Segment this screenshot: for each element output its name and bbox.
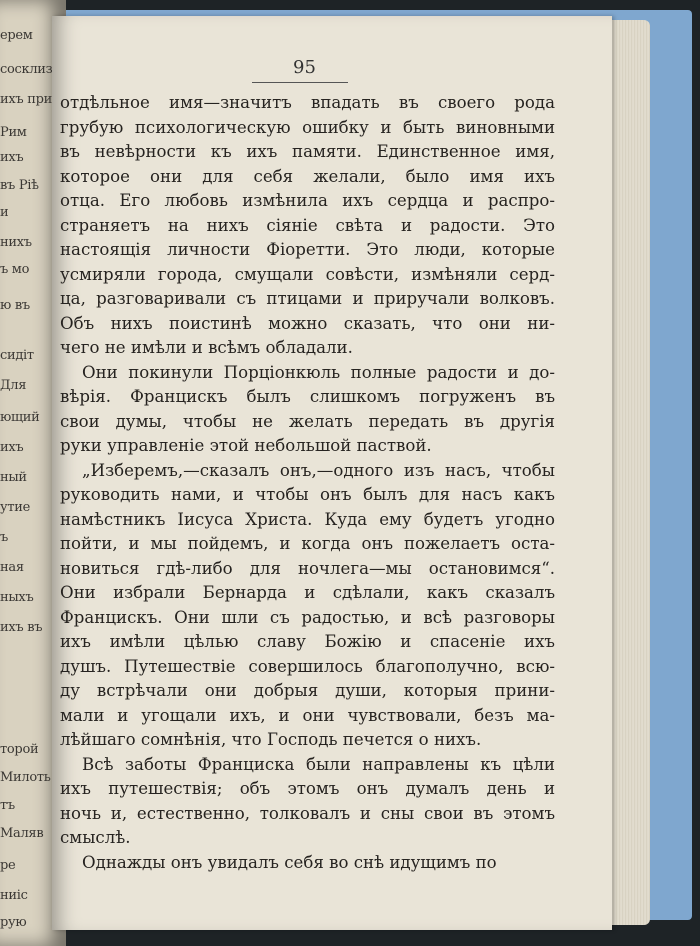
text-line: въ невѣрности къ ихъ памяти. Единственное имя, <box>60 142 555 161</box>
text-line: ца, разговаривали съ птицами и приручали волковъ. <box>60 289 555 308</box>
text-line: ихъ путешествія; объ этомъ онъ думалъ день и <box>60 779 555 798</box>
left-page-fragment: ъ <box>0 530 8 545</box>
left-page-fragment: ющий <box>0 410 40 425</box>
left-page-fragment: Рим <box>0 125 27 140</box>
left-page-fragment: ихъ въ <box>0 620 43 635</box>
left-page-fragment: ниіс <box>0 888 28 903</box>
text-line: лѣйшаго сомнѣнія, что Господь печется о нихъ. <box>60 730 482 749</box>
text-line: ду встрѣчали они добрыя души, которыя прини- <box>60 681 555 700</box>
left-page-fragment: рую <box>0 915 27 930</box>
text-line: отца. Его любовь измѣнила ихъ сердца и распро- <box>60 191 555 210</box>
text-line: ихъ имѣли цѣлью славу Божію и спасеніе ихъ <box>60 632 555 651</box>
text-line: душъ. Путешествіе совершилось благополучно, всю- <box>60 656 555 676</box>
left-page-fragment: и <box>0 205 9 220</box>
left-page-fragment: ъ мо <box>0 262 30 277</box>
left-page-fragment: сидіт <box>0 348 34 363</box>
left-page-fragment: ихъ <box>0 150 24 165</box>
page-number: 95 <box>293 57 316 78</box>
left-page-fragment: въ Ріѣ <box>0 178 39 193</box>
text-line: смыслѣ. <box>60 828 131 847</box>
left-page-fragment: ный <box>0 470 27 485</box>
left-page-fragment: ихъ <box>0 440 24 455</box>
left-page-fragment: Маляв <box>0 826 44 841</box>
left-page-fragment: тъ <box>0 798 15 813</box>
text-line: Однажды онъ увидалъ себя во снѣ идущимъ по <box>82 852 497 872</box>
text-line: Францискъ. Они шли съ радостью, и всѣ разговоры <box>60 607 555 627</box>
text-line: усмиряли города, смущали совѣсти, измѣняли серд- <box>60 264 555 284</box>
left-page-fragment: Для <box>0 378 27 393</box>
left-page-fragment: сосклиз <box>0 62 53 77</box>
paragraph <box>60 91 555 361</box>
text-line: Всѣ заботы Франциска были направлены къ цѣли <box>82 754 555 774</box>
text-line: новиться гдѣ-либо для ночлега—мы остановимся“. <box>60 558 555 578</box>
left-page-fragment: Милоть <box>0 770 51 785</box>
left-page-fragment: ерем <box>0 28 33 43</box>
right-page <box>52 16 612 930</box>
left-page-fragment: ихъ при <box>0 92 52 107</box>
text-line: ночь и, естественно, толковалъ и сны свои въ этомъ <box>60 803 555 823</box>
paragraph <box>60 851 555 876</box>
text-line: пойти, и мы пойдемъ, и когда онъ пожелаетъ оста- <box>60 534 555 553</box>
left-page-fragment: торой <box>0 742 39 757</box>
text-line: вѣрія. Францискъ былъ слишкомъ погруженъ въ <box>60 387 555 406</box>
text-line: руководить нами, и чтобы онъ былъ для насъ какъ <box>60 485 555 504</box>
text-line: отдѣльное имя—значитъ впадать въ своего рода <box>60 93 555 112</box>
left-page-fragment: утие <box>0 500 30 515</box>
body-text <box>60 91 555 875</box>
text-line: свои думы, чтобы не желать передать въ другія <box>60 411 555 431</box>
left-page-fragment: ре <box>0 858 16 873</box>
text-line: грубую психологическую ошибку и быть виновными <box>60 117 555 137</box>
text-line: руки управленіе этой небольшой паствой. <box>60 436 432 455</box>
left-page-fragment: ю въ <box>0 298 30 313</box>
paragraph <box>60 361 555 459</box>
text-line: чего не имѣли и всѣмъ обладали. <box>60 338 353 357</box>
text-line: страняетъ на нихъ сіяніе свѣта и радости. Это <box>60 215 555 235</box>
left-page-fragment: нихъ <box>0 235 32 250</box>
page-number-rule <box>252 82 348 83</box>
text-line: которое они для себя желали, было имя ихъ <box>60 166 555 186</box>
text-line: намѣстникъ Іисуса Христа. Куда ему будетъ угодно <box>60 509 555 529</box>
text-line: настоящія личности Фіоретти. Это люди, которые <box>60 240 555 259</box>
text-line: Они избрали Бернарда и сдѣлали, какъ сказалъ <box>60 583 555 602</box>
text-line: Они покинули Порціонкюль полные радости и до- <box>82 362 555 382</box>
text-line: „Изберемъ,—сказалъ онъ,—одного изъ насъ, чтобы <box>82 460 555 480</box>
text-line: Объ нихъ поистинѣ можно сказать, что они ни- <box>60 313 555 333</box>
paragraph <box>60 459 555 753</box>
left-page-fragment: ныхъ <box>0 590 34 605</box>
left-page-fragment: ная <box>0 560 24 575</box>
paragraph <box>60 753 555 851</box>
text-line: мали и угощали ихъ, и они чувствовали, безъ ма- <box>60 705 555 725</box>
